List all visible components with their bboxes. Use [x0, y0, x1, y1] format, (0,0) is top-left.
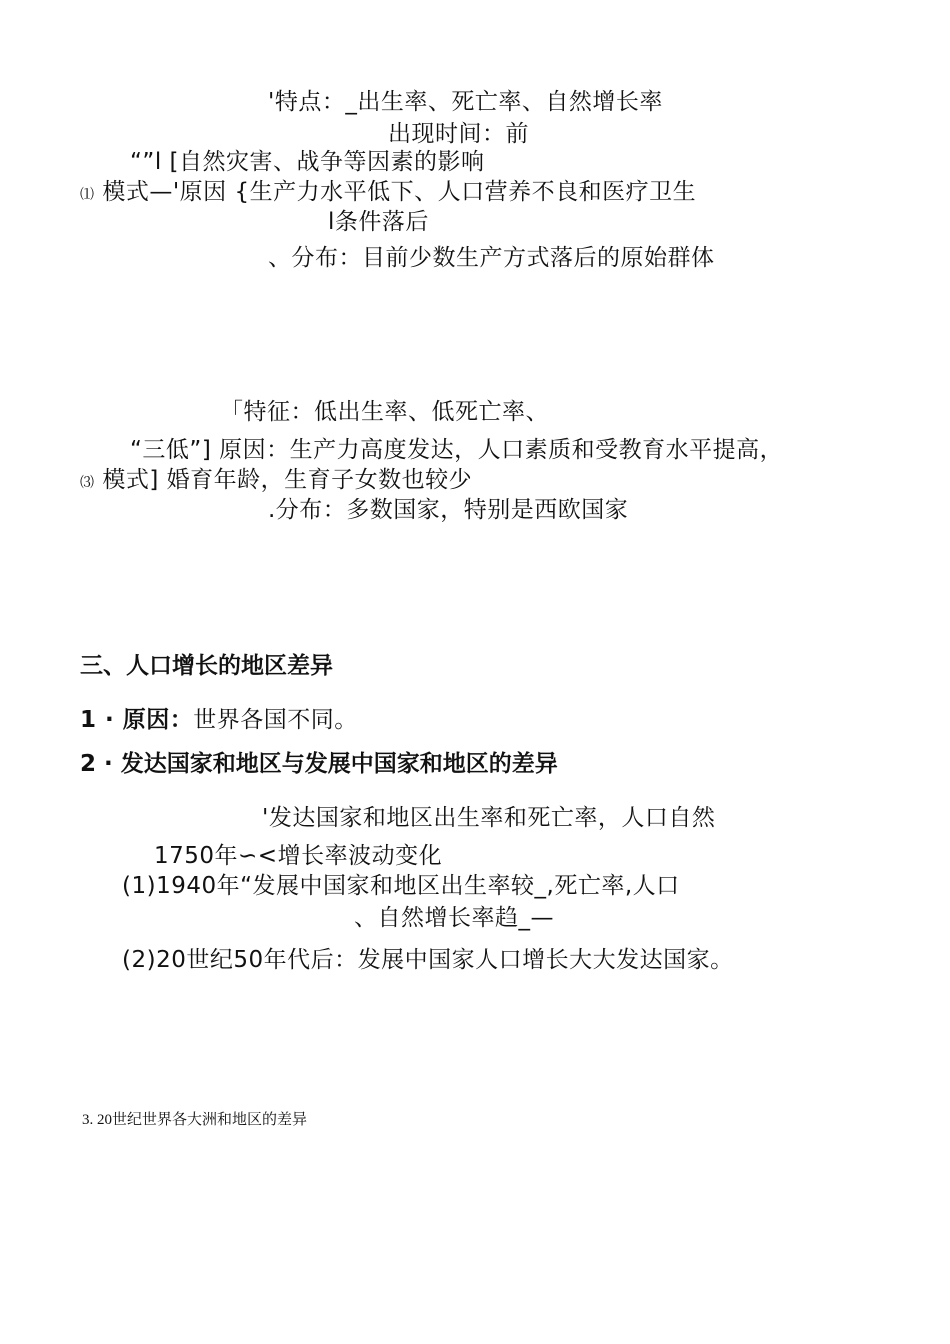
mode3-mode: 模式] 婚育年龄，生育子女数也较少	[102, 467, 473, 493]
dev-line-5: (2)20世纪50年代后：发展中国家人口增长大大发达国家。	[122, 947, 734, 973]
mode1-feature: '特点：_出生率、死亡率、自然增长率	[268, 89, 663, 115]
section3-title: 三、人口增长的地区差异	[80, 653, 333, 679]
dev-line-4: 、自然增长率趋_—	[354, 905, 554, 931]
section3-item1-label: 1 · 原因：	[80, 707, 194, 733]
mode3-feature: 「特征：低出生率、低死亡率、	[220, 399, 549, 425]
mode1-reason-number: ⑴	[80, 187, 95, 203]
dev-line-1: '发达国家和地区出生率和死亡率，人口自然	[262, 805, 716, 831]
mode1-reason: 模式—'原因 {生产力水平低下、人口营养不良和医疗卫生	[102, 179, 697, 205]
mode3-distribution: .分布：多数国家，特别是西欧国家	[268, 497, 629, 523]
mode1-distribution: 、分布：目前少数生产方式落后的原始群体	[268, 245, 715, 271]
section3-item1	[80, 706, 358, 734]
mode3-mode-line	[80, 466, 472, 497]
section3-item1-text: 世界各国不同。	[193, 707, 358, 733]
mode1-reason-line	[80, 178, 696, 209]
mode3-mode-number: ⑶	[80, 475, 95, 491]
mode1-reason-cont: l条件落后	[328, 209, 429, 235]
section3-item3: 3. 20世纪世界各大洲和地区的差异	[82, 1112, 308, 1128]
mode1-bracket: “”l [自然灾害、战争等因素的影响	[130, 149, 485, 175]
dev-line-2: 1750年∽<增长率波动变化	[154, 843, 443, 869]
mode3-reason: “三低”] 原因：生产力高度发达，人口素质和受教育水平提高，	[130, 437, 784, 463]
dev-line-3: (1)1940年“发展中国家和地区出生率较_,死亡率,人口	[122, 873, 680, 899]
mode1-time: 出现时间：前	[388, 121, 529, 147]
section3-item2: 2 · 发达国家和地区与发展中国家和地区的差异	[80, 751, 558, 777]
